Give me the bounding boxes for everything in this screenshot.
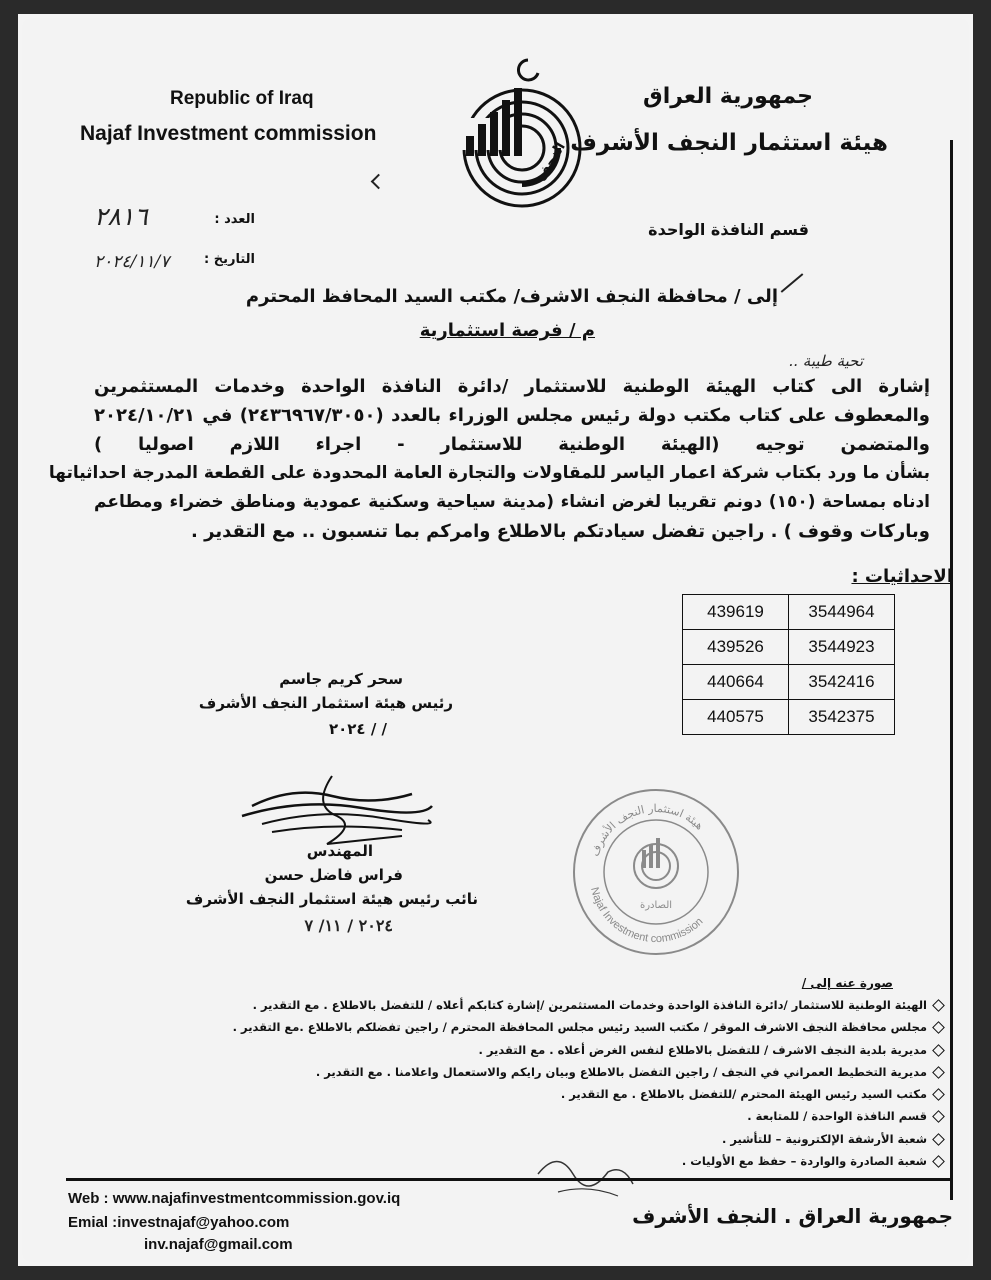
list-item [223,1016,943,1038]
ref-date-label: التاريخ : [204,252,255,267]
diamond-bullet-icon [932,1088,945,1101]
table-row [683,595,895,630]
footer-email: Emial :investnajaf@yahoo.com [68,1214,290,1231]
body-line: والمتضمن توجيه (الهيئة الوطنية للاستثمار - اجراء اللازم اصوليا ) [94,434,930,455]
commission-logo [458,48,586,224]
stamp-en-ring: Najaf Investment commission [588,886,706,946]
body-line: بشأن ما ورد بكتاب شركة اعمار الياسر للمقاولات والتجارة العامة المحدودة على القطعة المدرجة احداثياتها [48,463,930,483]
email-link[interactable]: investnajaf@yahoo.com [117,1214,290,1231]
cc-item-text: شعبة الأرشفة الإلكترونية – للتأشير . [722,1131,927,1146]
signatory1-date: / / ٢٠٢٤ [328,720,387,738]
greeting: تحية طيبة .. [788,352,863,370]
coord-y: 3544923 [789,630,895,665]
cc-item-text: مديرية بلدية النجف الاشرف / للتفضل بالاطلاع لنفس الغرض أعلاه . مع التقدير . [478,1042,927,1057]
body-line: ادناه بمساحة (١٥٠) دونم تقريبا لغرض انشاء (مدينة سياحية وسكنية عمودية ومناطق خضراء ومطاعم [94,492,930,512]
cc-item-text: مجلس محافظة النجف الاشرف الموقر / مكتب السيد رئيس مجلس المحافظة المحترم / راجين تفضلكم بالاطلاع .مع التقدير . [232,1020,927,1035]
signatory1-name: سحر كريم جاسم [279,670,403,688]
to-slash-mark [781,273,804,293]
diamond-bullet-icon [932,999,945,1012]
diamond-bullet-icon [932,1044,945,1057]
coord-x: 440575 [683,700,789,735]
cc-item-text: قسم النافذة الواحدة / للمتابعة . [747,1109,927,1124]
initials-scribble [528,1144,648,1208]
ref-number-value: ٢٨١٦ [94,202,148,231]
table-row [683,665,895,700]
coord-y: 3542375 [789,700,895,735]
signatory2-title: نائب رئيس هيئة استثمار النجف الأشرف [185,890,478,908]
diamond-bullet-icon [932,1155,945,1168]
list-item [223,1105,943,1127]
diamond-bullet-icon [932,1021,945,1034]
website-link[interactable]: www.najafinvestmentcommission.gov.iq [112,1190,401,1207]
letter-to: إلى / محافظة النجف الاشرف/ مكتب السيد المحافظ المحترم [245,286,778,307]
diamond-bullet-icon [932,1133,945,1146]
ref-date-value: ٢٠٢٤/١١/٧ [94,252,170,272]
cc-item-text: شعبة الصادرة والواردة – حفظ مع الأوليات . [681,1154,927,1169]
header-en-country: Republic of Iraq [170,88,314,109]
body-line: إشارة الى كتاب الهيئة الوطنية للاستثمار /دائرة النافذة الواحدة وخدمات المستثمرين [94,376,930,397]
list-item [223,1039,943,1061]
footer-divider [66,1178,953,1181]
header-ar-org: هيئة استثمار النجف الأشرف [570,130,888,156]
cc-item-text: مكتب السيد رئيس الهيئة المحترم /للتفضل بالاطلاع . مع التقدير . [560,1087,927,1102]
coord-y: 3542416 [789,665,895,700]
ref-number-label: العدد : [214,212,255,227]
letter-page [18,14,973,1266]
signatory2-date: ٢٠٢٤ / ١١/ ٧ [304,916,393,935]
table-row [683,700,895,735]
right-border-line [950,140,953,1200]
official-stamp [570,786,742,958]
coords-table [682,594,895,735]
letter-body [48,376,930,550]
body-line: وباركات وقوف ) . راجين تفضل سيادتكم بالاطلاع وامركم بما تنسبون .. مع التقدير . [191,521,930,542]
letter-subject: م / فرصة استثمارية [419,320,595,341]
coord-x: 440664 [683,665,789,700]
header-ar-country: جمهورية العراق [643,84,813,109]
logo-text: النجف [533,139,569,185]
body-line: والمعطوف على كتاب مكتب دولة رئيس مجلس الوزراء بالعدد (٢٤٣٦٩٦٧/٣٠٥٠) في ٢٠٢٤/١٠/٢١ [94,405,930,426]
signatory2-prefix: المهندس [306,842,373,860]
list-item [223,994,943,1016]
coord-x: 439526 [683,630,789,665]
diamond-bullet-icon [932,1111,945,1124]
header-en-org: Najaf Investment commission [80,122,377,145]
coords-label: الاحداثيات : [851,566,953,587]
footer-ar-address: جمهورية العراق . النجف الأشرف [632,1204,953,1228]
signatory1-title: رئيس هيئة استثمار النجف الأشرف [198,694,453,712]
cc-item-text: مديرية التخطيط العمراني في النجف / راجين التفضل بالاطلاع وبيان رايكم والاستعمال واعلامنا . مع التقدير . [315,1064,927,1079]
crop-mark [371,174,387,190]
cc-item-text: الهيئة الوطنية للاستثمار /دائرة النافذة الواحدة وخدمات المستثمرين /إشارة كتابكم أعلاه / للتفضل بالاطلاع . مع التقدير . [252,998,927,1012]
stamp-center: الصادرة [639,900,673,911]
coord-x: 439619 [683,595,789,630]
footer-email2[interactable]: inv.najaf@gmail.com [144,1236,293,1253]
signatory2-name: فراس فاضل حسن [264,866,403,884]
stamp-ar-ring: هيئة استثمار النجف الأشرف [588,801,707,859]
list-item [223,1061,943,1083]
cc-label: صورة عنه إلى / [801,976,893,990]
coord-y: 3544964 [789,595,895,630]
header-ar-department: قسم النافذة الواحدة [648,220,809,239]
table-row [683,630,895,665]
footer-web: Web : www.najafinvestmentcommission.gov.iq [68,1190,401,1207]
diamond-bullet-icon [932,1066,945,1079]
svg-text:هيئة استثمار النجف الأشرف [588,802,706,858]
list-item [223,1083,943,1105]
